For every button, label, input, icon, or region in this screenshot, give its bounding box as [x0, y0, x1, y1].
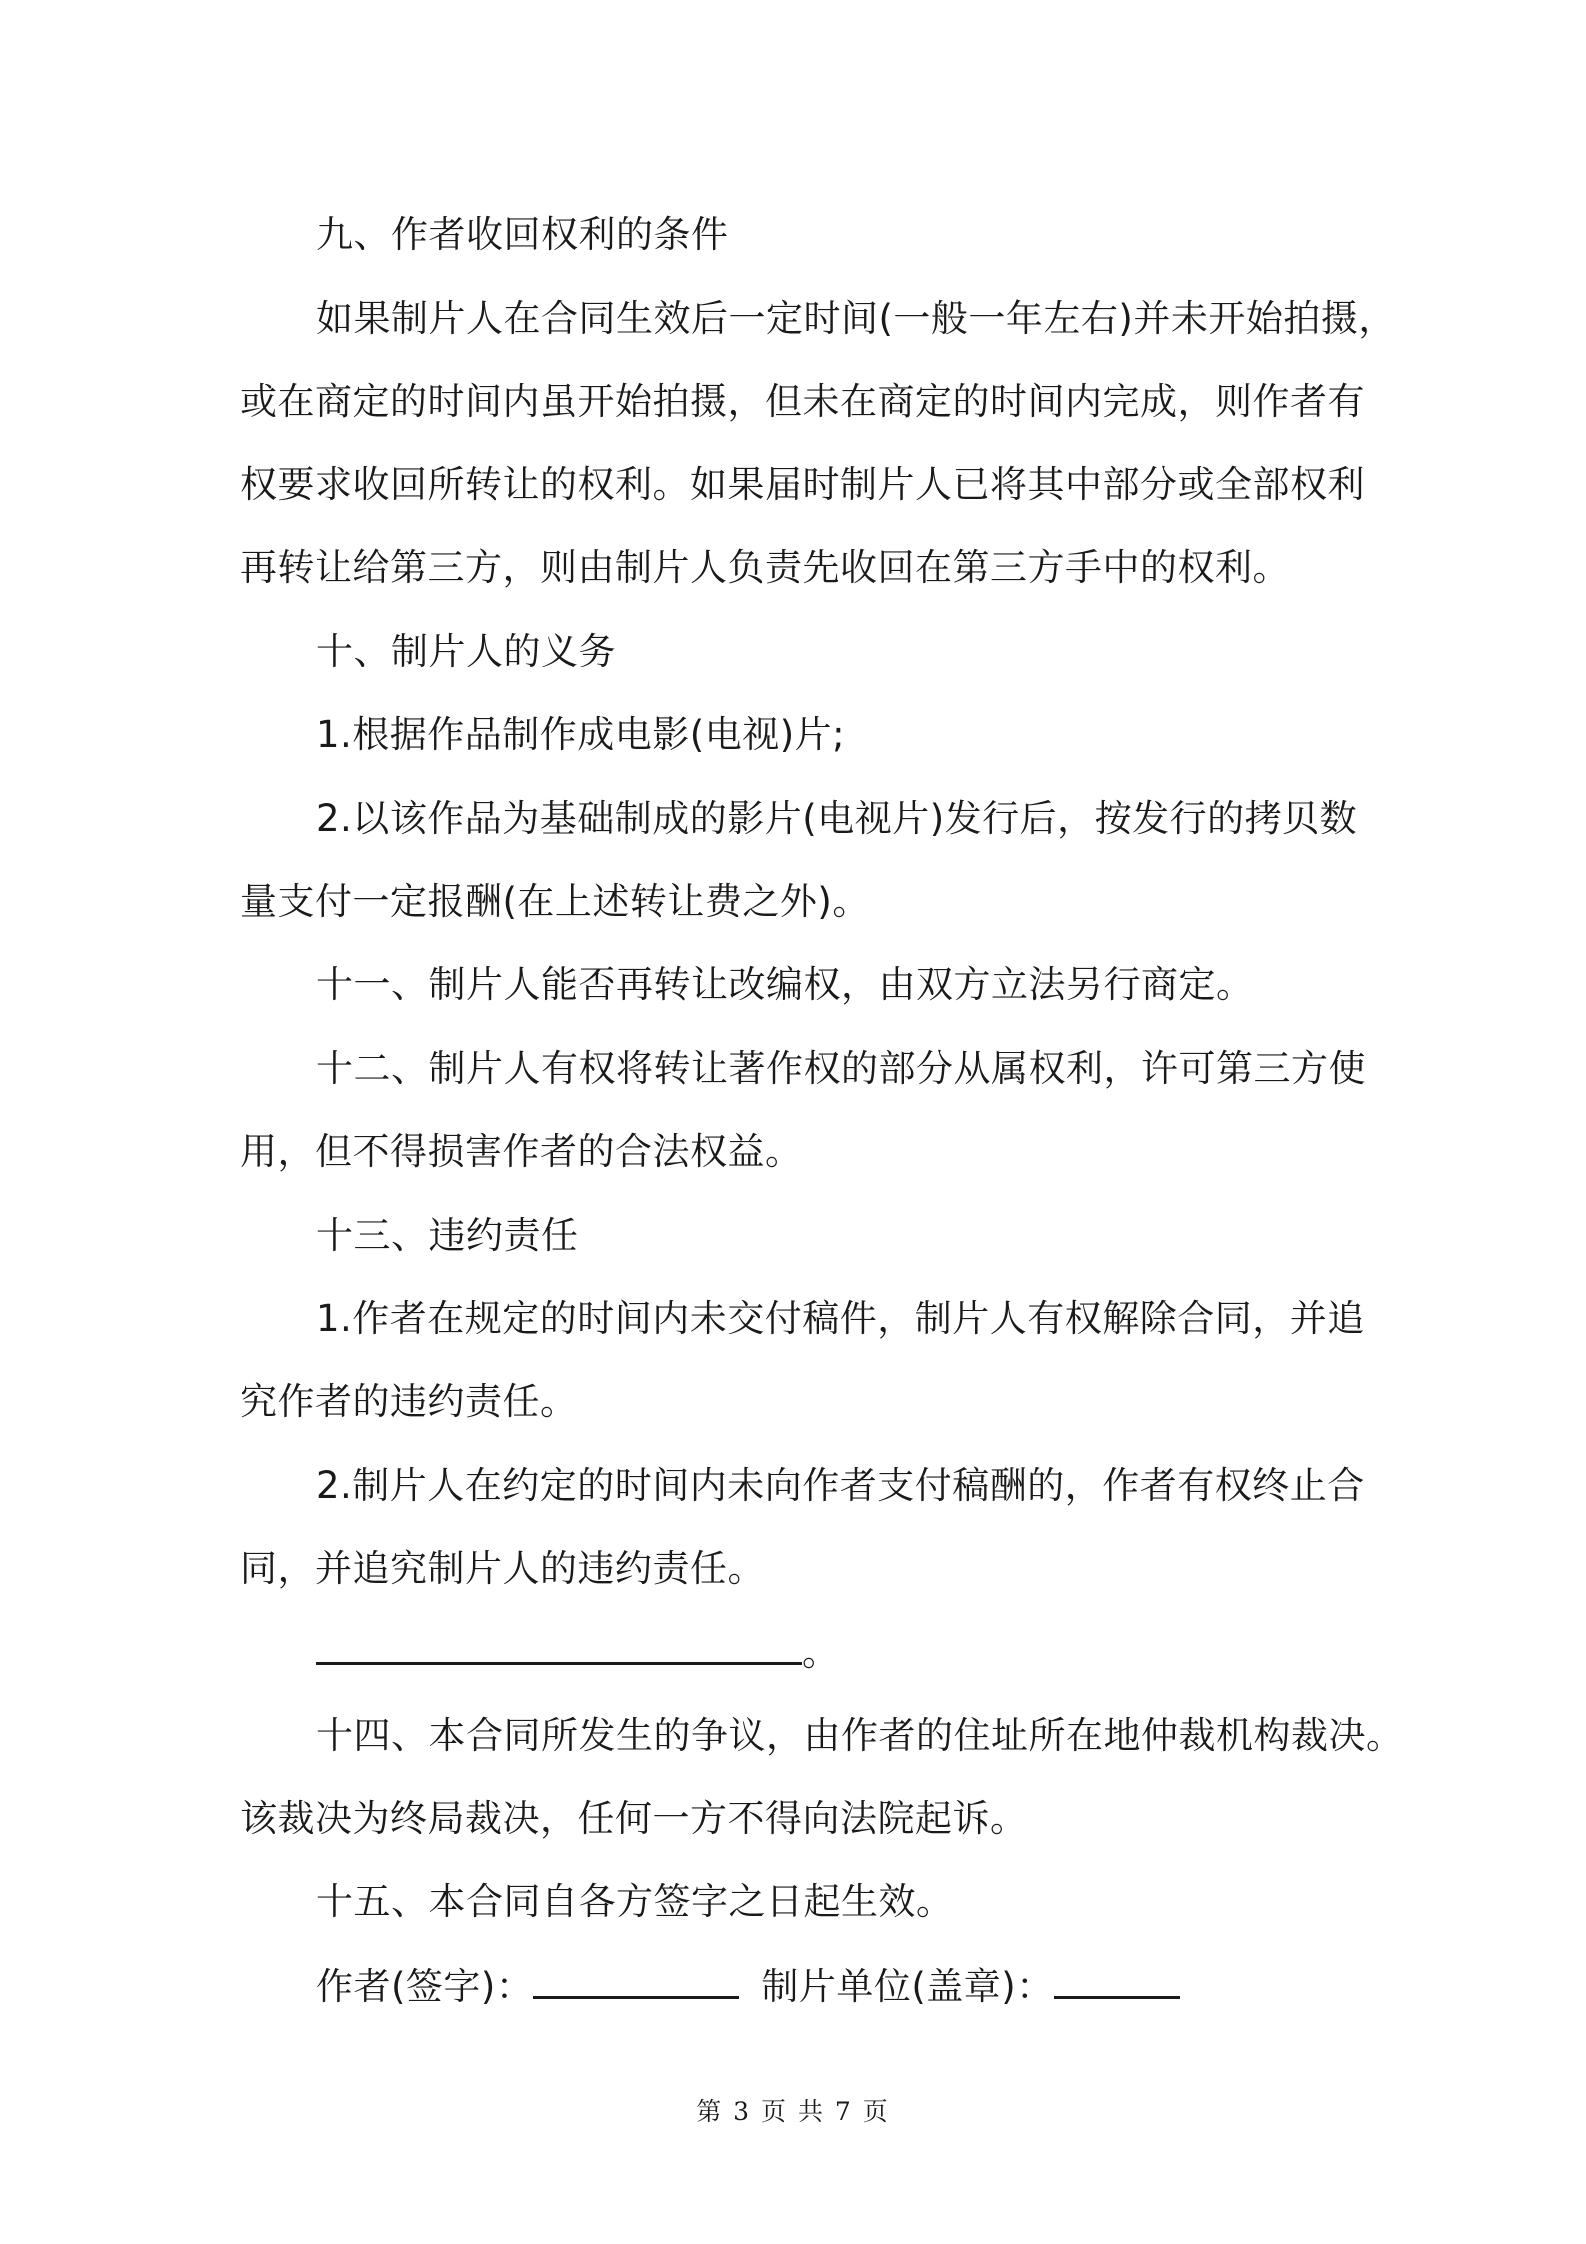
blank-underline	[316, 1630, 802, 1665]
section-9-line-4: 再转让给第三方，则由制片人负责先收回在第三方手中的权利。	[240, 546, 1290, 589]
section-9-heading: 九、作者收回权利的条件	[316, 213, 729, 256]
section-11: 十一、制片人能否再转让改编权，由双方立法另行商定。	[316, 963, 1254, 1006]
producer-seal-label: 制片单位(盖章)：	[761, 1965, 1054, 2008]
section-14-line-1: 十四、本合同所发生的争议，由作者的住址所在地仲裁机构裁决。	[316, 1714, 1404, 1757]
section-9-line-2: 或在商定的时间内虽开始拍摄，但未在商定的时间内完成，则作者有	[240, 380, 1365, 423]
section-13-item-1-line-2: 究作者的违约责任。	[240, 1380, 578, 1423]
section-10-heading: 十、制片人的义务	[316, 630, 616, 673]
section-13-heading: 十三、违约责任	[316, 1214, 579, 1257]
section-15: 十五、本合同自各方签字之日起生效。	[316, 1880, 954, 1923]
section-12-line-1: 十二、制片人有权将转让著作权的部分从属权利，许可第三方使	[316, 1047, 1366, 1090]
section-10-item-2-line-2: 量支付一定报酬(在上述转让费之外)。	[240, 880, 870, 923]
blank-clause-line	[316, 1630, 1436, 1675]
section-14-line-2: 该裁决为终局裁决，任何一方不得向法院起诉。	[240, 1797, 1028, 1840]
producer-seal-blank	[1054, 1964, 1180, 1999]
section-9-line-1: 如果制片人在合同生效后一定时间(一般一年左右)并未开始拍摄，	[316, 297, 1396, 340]
section-12-line-2: 用，但不得损害作者的合法权益。	[240, 1130, 803, 1173]
section-13-item-2-line-1: 2.制片人在约定的时间内未向作者支付稿酬的，作者有权终止合	[316, 1464, 1365, 1507]
author-signature-blank	[533, 1964, 739, 1999]
section-10-item-1: 1.根据作品制作成电影(电视)片;	[316, 713, 846, 756]
section-13-item-1-line-1: 1.作者在规定的时间内未交付稿件，制片人有权解除合同，并追	[316, 1297, 1365, 1340]
page-number-footer: 第 3 页 共 7 页	[696, 2097, 890, 2126]
signature-row	[316, 1964, 1436, 2009]
section-9-line-3: 权要求收回所转让的权利。如果届时制片人已将其中部分或全部权利	[240, 463, 1365, 506]
blank-end-mark: 。	[802, 1631, 840, 1674]
section-10-item-2-line-1: 2.以该作品为基础制成的影片(电视片)发行后，按发行的拷贝数	[316, 797, 1358, 840]
section-13-item-2-line-2: 同，并追究制片人的违约责任。	[240, 1547, 765, 1590]
author-signature-label: 作者(签字)：	[316, 1965, 534, 2008]
